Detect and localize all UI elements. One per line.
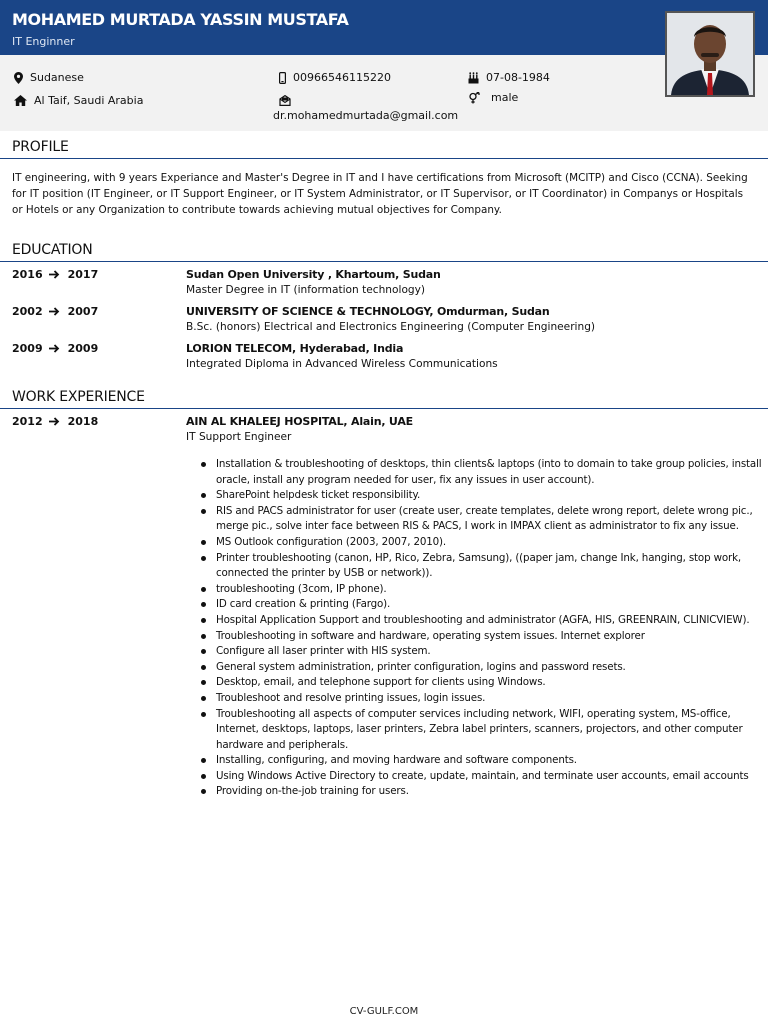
duty-item: RIS and PACS administrator for user (create user, create templates, delete wrong report, delete wrong pic., merge pic., solve inter face between RIS & PACS, I work in IMPAX client as administrator to fix any issue. — [216, 504, 762, 535]
duty-item: Installing, configuring, and moving hardware and software components. — [216, 753, 762, 769]
duty-item: Troubleshoot and resolve printing issues, login issues. — [216, 691, 762, 707]
duty-item: MS Outlook configuration (2003, 2007, 2010). — [216, 535, 762, 551]
degree-name: Master Degree in IT (information technology) — [186, 284, 426, 296]
duty-item: troubleshooting (3com, IP phone). — [216, 582, 762, 598]
institution-name: UNIVERSITY OF SCIENCE & TECHNOLOGY, Omdurman, Sudan — [186, 305, 550, 318]
degree-name: B.Sc. (honors) Electrical and Electronics Engineering (Computer Engineering) — [186, 321, 596, 333]
start-year: 2002 — [12, 305, 43, 318]
contact-bar — [0, 55, 768, 131]
candidate-name: MOHAMED MURTADA YASSIN MUSTAFA — [12, 10, 349, 29]
footer-credit[interactable]: CV-GULF.COM — [349, 1006, 419, 1017]
duty-item: Troubleshooting all aspects of computer services including network, WIFI, operating system, MS-office, Internet, desktops, laptops, laser printers, Zebra label printers, scanners, projectors, and other computer hardware and peripherals. — [216, 707, 762, 754]
institution-name: Sudan Open University , Khartoum, Sudan — [186, 268, 441, 281]
duty-item: Desktop, email, and telephone support for clients using Windows. — [216, 675, 762, 691]
start-year: 2009 — [12, 342, 43, 355]
duty-item: Hospital Application Support and troubleshooting and administrator (AGFA, HIS, GREENRAIN, CLINICVIEW). — [216, 613, 762, 629]
location-text: Al Taif, Saudi Arabia — [34, 94, 144, 107]
email-item[interactable] — [273, 109, 458, 122]
gender-icon — [468, 92, 482, 104]
end-year: 2017 — [67, 268, 99, 281]
education-rule — [0, 261, 768, 262]
duty-item: SharePoint helpdesk ticket responsibility. — [216, 488, 762, 504]
duty-item: Printer troubleshooting (canon, HP, Rico, Zebra, Samsung), ((paper jam, change Ink, hanging, stop work, connected the printer by USB or network)). — [216, 551, 762, 582]
header-banner — [0, 0, 768, 55]
gender-item — [468, 91, 518, 104]
map-marker-icon — [14, 72, 23, 84]
home-icon — [14, 95, 27, 106]
birthday-cake-icon — [468, 72, 479, 84]
job-role: IT Support Engineer — [186, 431, 292, 443]
profile-summary: IT engineering, with 9 years Experiance and Master's Degree in IT and I have certifications from Microsoft (MCITP) and Cisco (CCNA). Seeking for IT position (IT Engineer, or IT Support Engineer, or IT System Administrator, or IT Supervisor, or IT Coordinator) in Companys or Hospitals or Hotels or any Organization to contribute towards achieving mutual objectives for Company. — [12, 172, 748, 216]
phone-item — [279, 71, 391, 84]
profile-photo — [665, 11, 755, 97]
nationality-text: Sudanese — [30, 71, 84, 84]
work-heading: WORK EXPERIENCE — [12, 389, 145, 405]
duty-item: Providing on-the-job training for users. — [216, 784, 762, 800]
date-range — [12, 268, 98, 281]
arrow-right-icon — [49, 344, 60, 353]
institution-name: LORION TELECOM, Hyderabad, India — [186, 342, 404, 355]
birthdate-item — [468, 71, 550, 84]
birthdate-text: 07-08-1984 — [486, 71, 550, 84]
duty-item: ID card creation & printing (Fargo). — [216, 597, 762, 613]
arrow-right-icon — [49, 307, 60, 316]
end-year: 2018 — [67, 415, 99, 428]
duty-item: Troubleshooting in software and hardware, operating system issues. Internet explorer — [216, 629, 762, 645]
duty-item: General system administration, printer configuration, logins and password resets. — [216, 660, 762, 676]
duty-item: Installation & troubleshooting of desktops, thin clients& laptops (into to domain to take group policies, install oracle, install any program needed for user, fix any issues in user account). — [216, 457, 762, 488]
duties-list — [216, 457, 762, 800]
duty-item: Configure all laser printer with HIS system. — [216, 644, 762, 660]
start-year: 2016 — [12, 268, 43, 281]
email-icon-wrap — [279, 95, 298, 106]
date-range — [12, 305, 98, 318]
profile-heading: PROFILE — [12, 139, 69, 155]
nationality-item — [14, 71, 84, 84]
location-item — [14, 94, 143, 107]
end-year: 2007 — [67, 305, 99, 318]
phone-icon — [279, 72, 286, 84]
arrow-right-icon — [49, 270, 60, 279]
work-rule — [0, 408, 768, 409]
education-heading: EDUCATION — [12, 242, 93, 258]
profile-rule — [0, 158, 768, 159]
job-title: IT Enginner — [12, 35, 75, 48]
start-year: 2012 — [12, 415, 43, 428]
company-name: AIN AL KHALEEJ HOSPITAL, Alain, UAE — [186, 415, 413, 428]
date-range — [12, 415, 98, 428]
email-text[interactable]: dr.mohamedmurtada@gmail.com — [273, 109, 459, 122]
duty-item: Using Windows Active Directory to create, update, maintain, and terminate user accounts, email accounts — [216, 769, 762, 785]
end-year: 2009 — [67, 342, 99, 355]
gender-text: male — [491, 91, 519, 104]
date-range — [12, 342, 98, 355]
email-icon — [279, 95, 291, 106]
degree-name: Integrated Diploma in Advanced Wireless Communications — [186, 358, 498, 370]
phone-text: 00966546115220 — [293, 71, 391, 84]
arrow-right-icon — [49, 417, 60, 426]
